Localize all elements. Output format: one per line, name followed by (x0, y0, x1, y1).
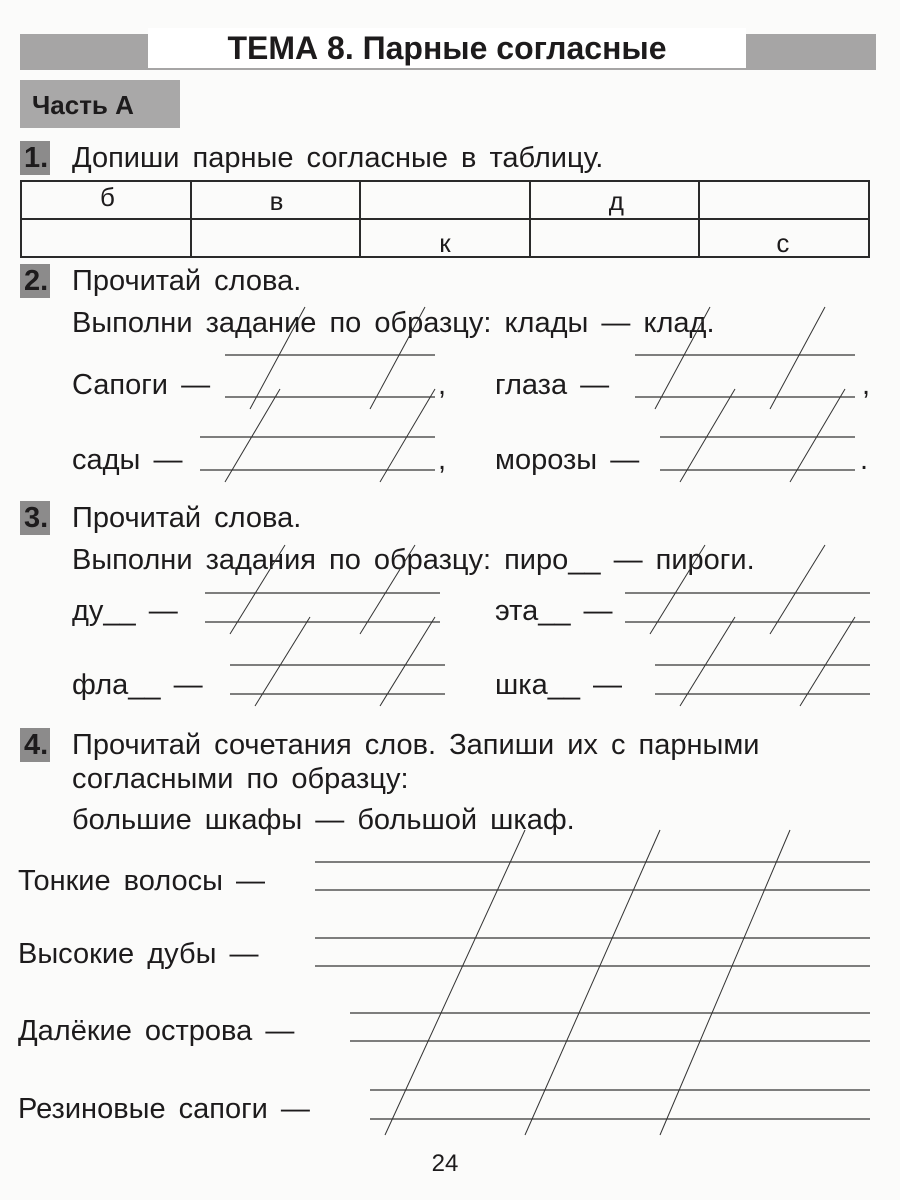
task-text: Выполни задание по образцу: клады — клад. (72, 307, 715, 339)
slant-guide (790, 389, 845, 482)
word: шка__ — (495, 669, 623, 701)
slant-guide (255, 617, 310, 706)
slant-guide (770, 307, 825, 409)
task-text: Выполни задания по образцу: пиро__ — пироги. (72, 544, 755, 576)
punctuation: . (860, 444, 869, 476)
task-text: Прочитай слова. (72, 502, 302, 534)
slant-guide (660, 830, 790, 1135)
word: Резиновые сапоги — (18, 1093, 310, 1125)
punctuation: , (862, 369, 871, 401)
table-cell[interactable]: д (530, 181, 700, 219)
word: эта__ — (495, 595, 613, 627)
table-cell[interactable]: б (21, 181, 191, 219)
task-text: согласными по образцу: (72, 763, 409, 795)
page-number: 24 (431, 1150, 459, 1177)
task-number: 1. (20, 141, 50, 175)
slant-guide (655, 307, 710, 409)
task-text: Допиши парные согласные в таблицу. (72, 142, 604, 174)
word: морозы — (495, 444, 640, 476)
slant-guide (380, 617, 435, 706)
task-number: 3. (20, 501, 50, 535)
punctuation: , (438, 444, 447, 476)
slant-guide (770, 545, 825, 634)
slant-guide (680, 617, 735, 706)
section-label: Часть А (20, 80, 180, 128)
task-text: Прочитай сочетания слов. Запиши их с парными (72, 729, 760, 761)
task-number: 4. (20, 728, 50, 762)
slant-guide (225, 389, 280, 482)
slant-guide (230, 545, 285, 634)
task-number: 2. (20, 264, 50, 298)
word: фла__ — (72, 669, 203, 701)
table-cell[interactable]: к (360, 219, 530, 257)
punctuation: , (438, 369, 447, 401)
word: ду__ — (72, 595, 178, 627)
word: сады — (72, 444, 183, 476)
page-title: ТЕМА 8. Парные согласные (148, 28, 746, 68)
slant-guide (370, 307, 425, 409)
slant-guide (525, 830, 660, 1135)
word: Высокие дубы — (18, 938, 259, 970)
example-text: большие шкафы — большой шкаф. (72, 804, 575, 836)
table-cell[interactable]: в (191, 181, 361, 219)
slant-guide (650, 545, 705, 634)
word: Сапоги — (72, 369, 211, 401)
slant-guide (680, 389, 735, 482)
word: глаза — (495, 369, 610, 401)
slant-guide (380, 389, 435, 482)
table-cell[interactable]: с (699, 219, 869, 257)
word: Тонкие волосы — (18, 865, 266, 897)
slant-guide (800, 617, 855, 706)
word: Далёкие острова — (18, 1015, 295, 1047)
task-text: Прочитай слова. (72, 265, 302, 297)
slant-guide (385, 830, 525, 1135)
slant-guide (360, 545, 415, 634)
